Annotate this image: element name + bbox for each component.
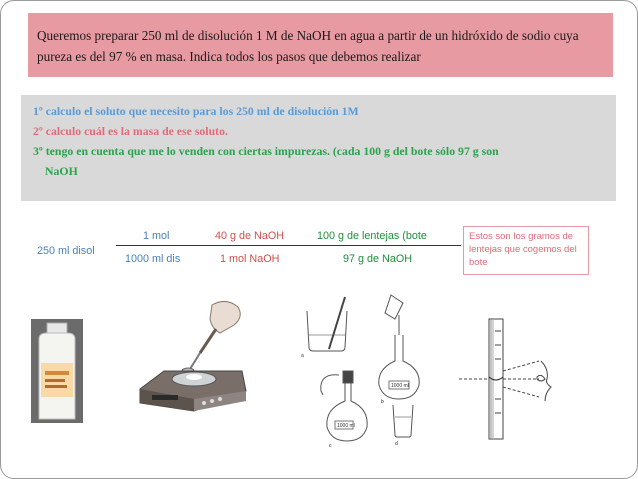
step-3-line2: NaOH <box>45 164 78 178</box>
factor2-denominator: 1 mol NaOH <box>220 253 280 265</box>
balance-spatula-image <box>134 299 249 427</box>
factor2-numerator: 40 g de NaOH <box>215 230 285 242</box>
svg-text:c: c <box>329 443 332 449</box>
naoh-bottle-image <box>31 319 83 423</box>
svg-text:1000 ml: 1000 ml <box>337 423 355 429</box>
problem-text: Queremos preparar 250 ml de disolución 1 M de NaOH en agua a partir de un hidróxido de sodio cuya pureza es del 97 % en masa. Indica todos los pasos que debemos realizar <box>37 28 579 64</box>
problem-statement <box>28 13 613 77</box>
steps-panel <box>21 95 616 201</box>
burette-reading-image <box>459 317 559 441</box>
factor1-numerator: 1 mol <box>143 230 170 242</box>
step-1: 1º calculo el soluto que necesito para los 250 ml de disolución 1M <box>33 104 359 118</box>
calc-start: 250 ml disol <box>37 245 95 257</box>
svg-text:b: b <box>381 399 384 405</box>
glassware-procedure-image <box>299 291 429 451</box>
note-box <box>463 226 589 275</box>
step-2: 2º calculo cuál es la masa de ese soluto. <box>33 124 228 138</box>
factor3-numerator: 100 g de lentejas (bote <box>317 230 427 242</box>
svg-text:1000 ml: 1000 ml <box>391 383 409 389</box>
svg-text:a: a <box>301 353 304 359</box>
step-3-line1: 3º tengo en cuenta que me lo venden con ciertas impurezas. (cada 100 g del bote sólo 97 g son <box>33 144 499 158</box>
fraction-bar <box>116 245 461 246</box>
note-text: Estos son los gramos de lentejas que cogemos del bote <box>469 231 577 268</box>
factor3-denominator: 97 g de NaOH <box>343 253 413 265</box>
step-3 <box>33 141 606 181</box>
svg-text:d: d <box>395 441 398 447</box>
factor1-denominator: 1000 ml dis <box>125 253 181 265</box>
